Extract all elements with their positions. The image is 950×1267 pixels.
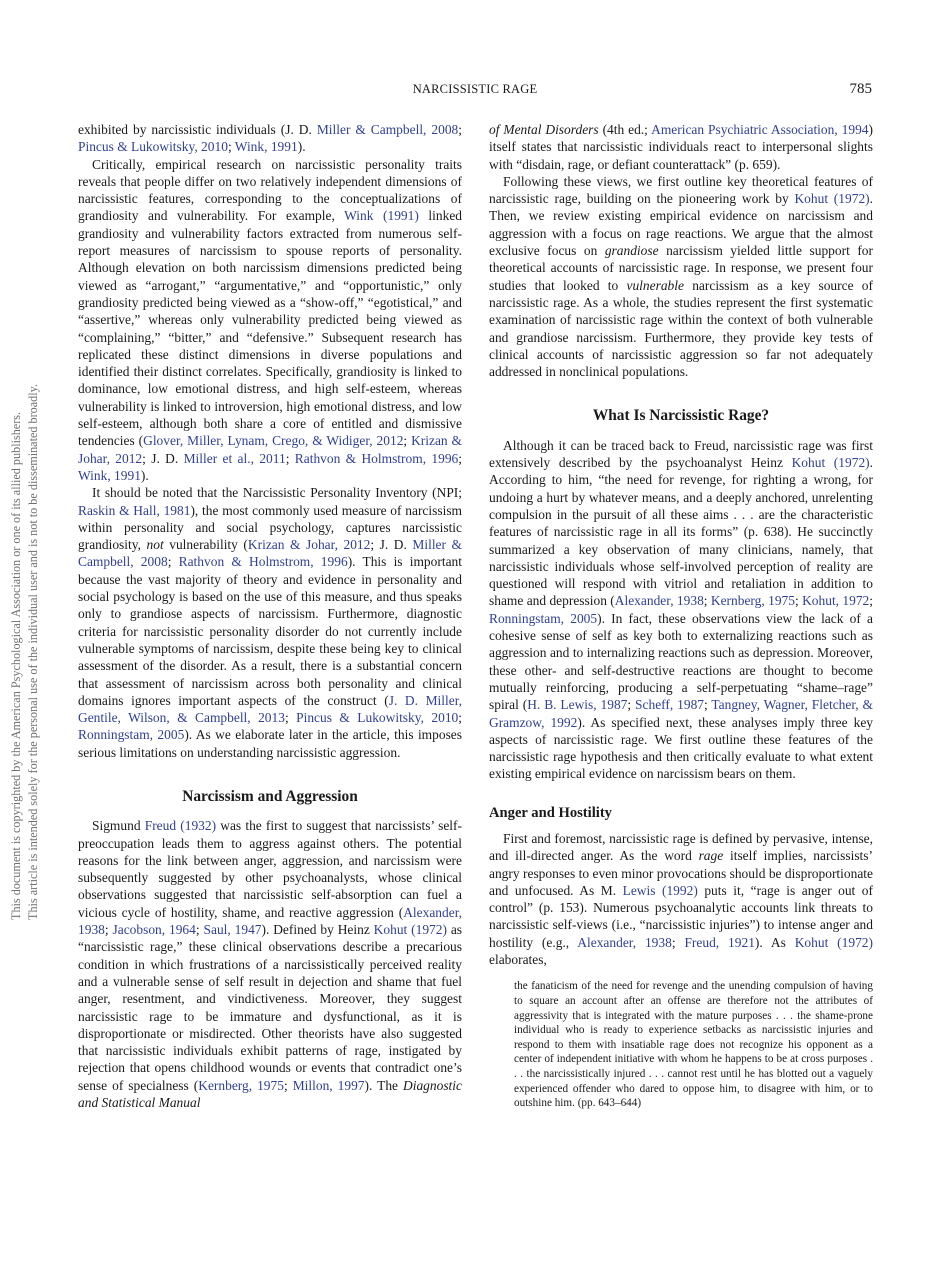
citation-link[interactable]: Ronningstam, 2005	[489, 610, 598, 626]
text-run: linked grandiosity and vulnerability factors extracted from numerous self-report measures of narcissism to spouse reports of personality. Although elevation on both narcissism dimensions predicted being viewed as “arrogant,” “argumentative,” and “opportunistic,” only grandiosity predicted being viewed as a “show-off,” “egotistical,” and “assertive,” whereas only vulnerability predicted being viewed as “complaining,” “bitter,” and “defensive.” Subsequent research has replicated these distinct dimensions in diverse populations and identified their distinct correlates. Specifically, grandiosity is linked to dominance, low emotional distress, and high self-esteem, whereas vulnerability is linked to introversion, high emotional distress, and low self-esteem, although both share a core of entitled and dismissive tendencies (	[78, 208, 463, 449]
paragraph	[489, 437, 873, 783]
citation-link[interactable]: Kohut (1972)	[791, 455, 870, 471]
block-quote	[514, 979, 873, 1110]
citation-link[interactable]: Ronningstam, 2005	[78, 727, 185, 743]
citation-link[interactable]: Kohut (1972)	[794, 191, 870, 207]
text-run: It should be noted that the Narcissistic Personality Inventory (NPI;	[92, 485, 462, 501]
citation-link[interactable]: Alexander, 1938	[78, 904, 462, 938]
emphasis-text: not	[146, 537, 164, 553]
text-run: exhibited by narcissistic individuals (J. D.	[78, 122, 317, 137]
text-run: elaborates,	[489, 952, 547, 968]
citation-link[interactable]: Krizan & Johar, 2012	[78, 433, 463, 466]
citation-link[interactable]: Scheff, 1987	[635, 697, 705, 713]
text-run: . According to him, “the need for revenge, for righting a wrong, for undoing a hurt by whatever means, and a deeply anchored, unrelenting compulsion in the pursuit of all these aims . . . are the characteristic features of narcissistic rage in all its forms” (p. 638). He succinctly summarized a key observation of many clinicians, namely, that narcissistic individuals whose self-involved perception of reality are questioned will respond with vitriol and retaliation in addition to shame and depression (	[489, 455, 873, 609]
citation-link[interactable]: Alexander, 1938	[577, 934, 672, 950]
citation-link[interactable]: H. B. Lewis, 1987	[527, 697, 628, 713]
citation-link[interactable]: Raskin & Hall, 1981	[78, 502, 191, 518]
citation-link[interactable]: Miller & Campbell, 2008	[78, 537, 462, 570]
left-column	[78, 121, 462, 1111]
citation-link[interactable]: Saul, 1947	[203, 922, 262, 938]
citation-link[interactable]: Jacobson, 1964	[112, 922, 196, 938]
text-run: ;	[671, 934, 685, 950]
citation-link[interactable]: Wink, 1991	[234, 139, 298, 155]
text-run: ;	[794, 593, 803, 609]
text-run: ). Defined by Heinz	[261, 922, 374, 938]
paragraph	[489, 173, 873, 381]
text-run: ).	[297, 139, 306, 155]
text-run: ;	[704, 697, 712, 713]
text-run: ). This is important because the vast majority of theory and evidence in personality and social psychology is based on the use of this measure, and thus speaks only to grandiose aspects of narcissism. Furthermore, diagnostic criteria for narcissistic personality disorder do not currently include vulnerable symptoms of narcissism, despite these being key to clinical assessment of the disorder. As a result, there is a substantial concern that assessment of narcissism across both personality and clinical domains ignores important aspects of the construct (	[78, 554, 462, 708]
text-run: narcissism yielded little support for theoretical accounts of narcissistic rage. In response, we present four studies that looked to	[489, 243, 873, 293]
text-run: vulnerability (	[163, 537, 248, 553]
block-quote-text: the fanaticism of the need for revenge and the unending compulsion of having to square an account after an offense are therefore not the attributes of aggressivity that is integrated with the mature purposes . . . the shame-prone individual who is ready to experience setbacks as narcissistic injuries and respond to them with insatiable rage does not recognize his opponent as a center of independent initiative with whom he happens to be at cross purposes . . . the narcissistically injured . . . cannot rest until he has blotted out a vaguely experienced offender who dared to oppose him, to disagree with him, or to outshine him. (pp. 643–644)	[514, 980, 873, 1110]
citation-link[interactable]: Kernberg, 1975	[198, 1077, 284, 1093]
text-run: ). The	[364, 1077, 404, 1093]
text-run: ), the most commonly used measure of narcissism within personality and social psychology, captures narcissistic grandiosity,	[78, 502, 462, 553]
paragraph	[489, 121, 873, 173]
citation-link[interactable]: Tangney, Wagner, Fletcher, & Gramzow, 1992	[489, 697, 873, 730]
text-run: ;	[227, 139, 235, 155]
citation-link[interactable]: Kohut, 1972	[802, 593, 870, 609]
citation-link[interactable]: Miller & Campbell, 2008	[316, 122, 459, 137]
paragraph	[489, 830, 873, 968]
text-run: ;	[104, 922, 113, 938]
text-run: Following these views, we first outline key theoretical features of narcissistic rage, building on the pioneering work by	[489, 173, 873, 207]
page-number: 785	[849, 81, 872, 97]
citation-link[interactable]: J. D. Miller, Gentile, Wilson, & Campbell, 2013	[78, 692, 463, 726]
text-run: ;	[285, 450, 295, 466]
text-run: ).	[140, 467, 149, 483]
text-run: ;	[703, 593, 711, 609]
paragraph	[78, 484, 462, 761]
section-heading: Narcissism and Aggression	[182, 787, 358, 805]
citation-link[interactable]: Rathvon & Holmstrom, 1996	[178, 554, 348, 570]
text-run: ;	[167, 554, 179, 570]
subsection-heading: Anger and Hostility	[489, 804, 612, 821]
citation-link[interactable]: Freud (1932)	[144, 818, 217, 834]
citation-link[interactable]: Wink (1991)	[344, 208, 419, 224]
text-run: (4th ed.;	[598, 122, 652, 137]
citation-link[interactable]: Wink, 1991	[78, 467, 141, 483]
text-run: ;	[869, 593, 873, 609]
text-run: ). In fact, these observations view the lack of a cohesive sense of self as key both to externalizing reactions such as aggression and to internalizing reactions such as depression. Moreover, these other- and self-destructive reactions are thought to become mutually reinforcing, producing a self-perpetuating “shame–rage” spiral (	[489, 610, 873, 713]
citation-link[interactable]: Pincus & Lukowitsky, 2010	[296, 710, 459, 726]
text-run: ;	[283, 1077, 293, 1093]
citation-link[interactable]: Kohut (1972)	[794, 934, 873, 950]
citation-link[interactable]: Rathvon & Holmstrom, 1996	[294, 450, 459, 466]
text-run: as “narcissistic rage,” these clinical observations describe a precarious condition in which frustrations of a narcissistically perceived reality and a vulnerable sense of self result in dejection and shame that fuel anger, resentment, and vindictiveness. Moreover, they suggest narcissistic rage to be immature and dysfunctional, as it is disproportionate or misdirected. Other theorists have also suggested that narcissistic individuals exhibit patterns of rage, instigated by rejection that opens childhood wounds or events that contradict one’s sense of specialness (	[78, 922, 463, 1093]
citation-link[interactable]: Kernberg, 1975	[710, 593, 795, 609]
citation-link[interactable]: Pincus & Lukowitsky, 2010	[78, 139, 228, 155]
emphasis-text: vulnerable	[626, 277, 684, 293]
right-column	[489, 121, 873, 1111]
text-run: ;	[458, 122, 462, 137]
text-run: ) itself states that narcissistic individuals react to interpersonal slights with “disdain, rage, or defiant counterattack” (p. 659).	[489, 122, 874, 172]
side-note-line-1: This document is copyrighted by the American Psychological Association or one of its allied publishers.	[9, 411, 23, 920]
text-run: ;	[458, 710, 462, 726]
text-run: was the first to suggest that narcissists’ self-preoccupation leads them to aggress against others. The potential reasons for the link between anger, aggression, and narcissism were subsequently suggested by other psychoanalysts, whose clinical observations suggested that narcissistic self-absorption can fuel a vicious cycle of hostility, shame, and reactive aggression (	[78, 818, 462, 920]
text-run: ;	[403, 433, 412, 449]
section-heading: What Is Narcissistic Rage?	[592, 407, 770, 425]
citation-link[interactable]: Millon, 1997	[292, 1077, 365, 1093]
side-note-line-2: This article is intended solely for the personal use of the individual user and is not to be disseminated broadly.	[26, 383, 40, 920]
paragraph	[78, 156, 462, 485]
citation-link[interactable]: Miller et al., 2011	[183, 450, 286, 466]
emphasis-text: Diagnostic and Statistical Manual	[78, 1077, 462, 1111]
paragraph	[78, 121, 462, 156]
citation-link[interactable]: Freud, 1921	[684, 934, 755, 950]
text-run: ; J. D.	[142, 450, 184, 466]
paragraph	[78, 817, 462, 1111]
citation-link[interactable]: Kohut (1972)	[373, 922, 447, 938]
text-run: ). As specified next, these analyses imply three key aspects of narcissistic rage. We first outline these features of the narcissistic rage hypothesis and then critically evaluate to what extent existing empirical evidence on narcissism bears on them.	[489, 714, 873, 782]
emphasis-text: rage	[698, 848, 724, 864]
text-run: ). As we elaborate later in the article, this imposes serious limitations on understanding narcissistic aggression.	[78, 727, 462, 760]
text-run: Although it can be traced back to Freud, narcissistic rage was first extensively described by the psychoanalyst Heinz	[489, 437, 873, 471]
text-run: ;	[627, 697, 636, 713]
text-run: First and foremost, narcissistic rage is defined by pervasive, intense, and ill-directed anger. As the word	[489, 830, 873, 864]
text-run: ; J. D.	[370, 537, 413, 553]
text-run: puts it, “rage is anger out of control” (p. 153). Numerous psychoanalytic accounts link threats to narcissistic self-views (i.e., “narcissistic injuries”) to intense anger and hostility (e.g.,	[489, 882, 873, 950]
text-run: ). As	[754, 934, 795, 950]
citation-link[interactable]: Glover, Miller, Lynam, Crego, & Widiger, 2012	[143, 433, 404, 449]
text-run: ;	[458, 450, 463, 466]
text-run: ;	[195, 922, 204, 938]
copyright-side-note	[8, 384, 42, 920]
citation-link[interactable]: Krizan & Johar, 2012	[247, 537, 371, 553]
citation-link[interactable]: Lewis (1992)	[622, 882, 698, 898]
text-run: . Then, we review existing empirical evidence on narcissism and aggression with a focus on rage reactions. We argue that the almost exclusive focus on	[489, 191, 873, 259]
text-run: narcissism as a key source of narcissistic rage. As a whole, the studies represent the first systematic examination of narcissistic rage within the context of both vulnerable and grandiose narcissism. Furthermore, they provide key tests of clinical accounts of narcissistic aggression so far not adequately addressed in nonclinical populations.	[489, 277, 873, 380]
running-head: NARCISSISTIC RAGE	[412, 82, 538, 96]
citation-link[interactable]: American Psychiatric Association, 1994	[651, 122, 869, 137]
text-run: Critically, empirical research on narcissistic personality traits reveals that people differ on two relatively independent dimensions of narcissistic features, corresponding to the conceptualizations of grandiosity and vulnerability. For example,	[78, 156, 462, 224]
citation-link[interactable]: Alexander, 1938	[614, 593, 704, 609]
text-run: Sigmund	[92, 818, 145, 834]
text-run: ;	[284, 710, 297, 726]
emphasis-text: grandiose	[604, 243, 659, 259]
emphasis-text: of Mental Disorders	[489, 122, 599, 137]
text-run: itself implies, narcissists’ angry responses to even minor provocations should be disproportionate and unfocused. As M.	[489, 848, 873, 898]
